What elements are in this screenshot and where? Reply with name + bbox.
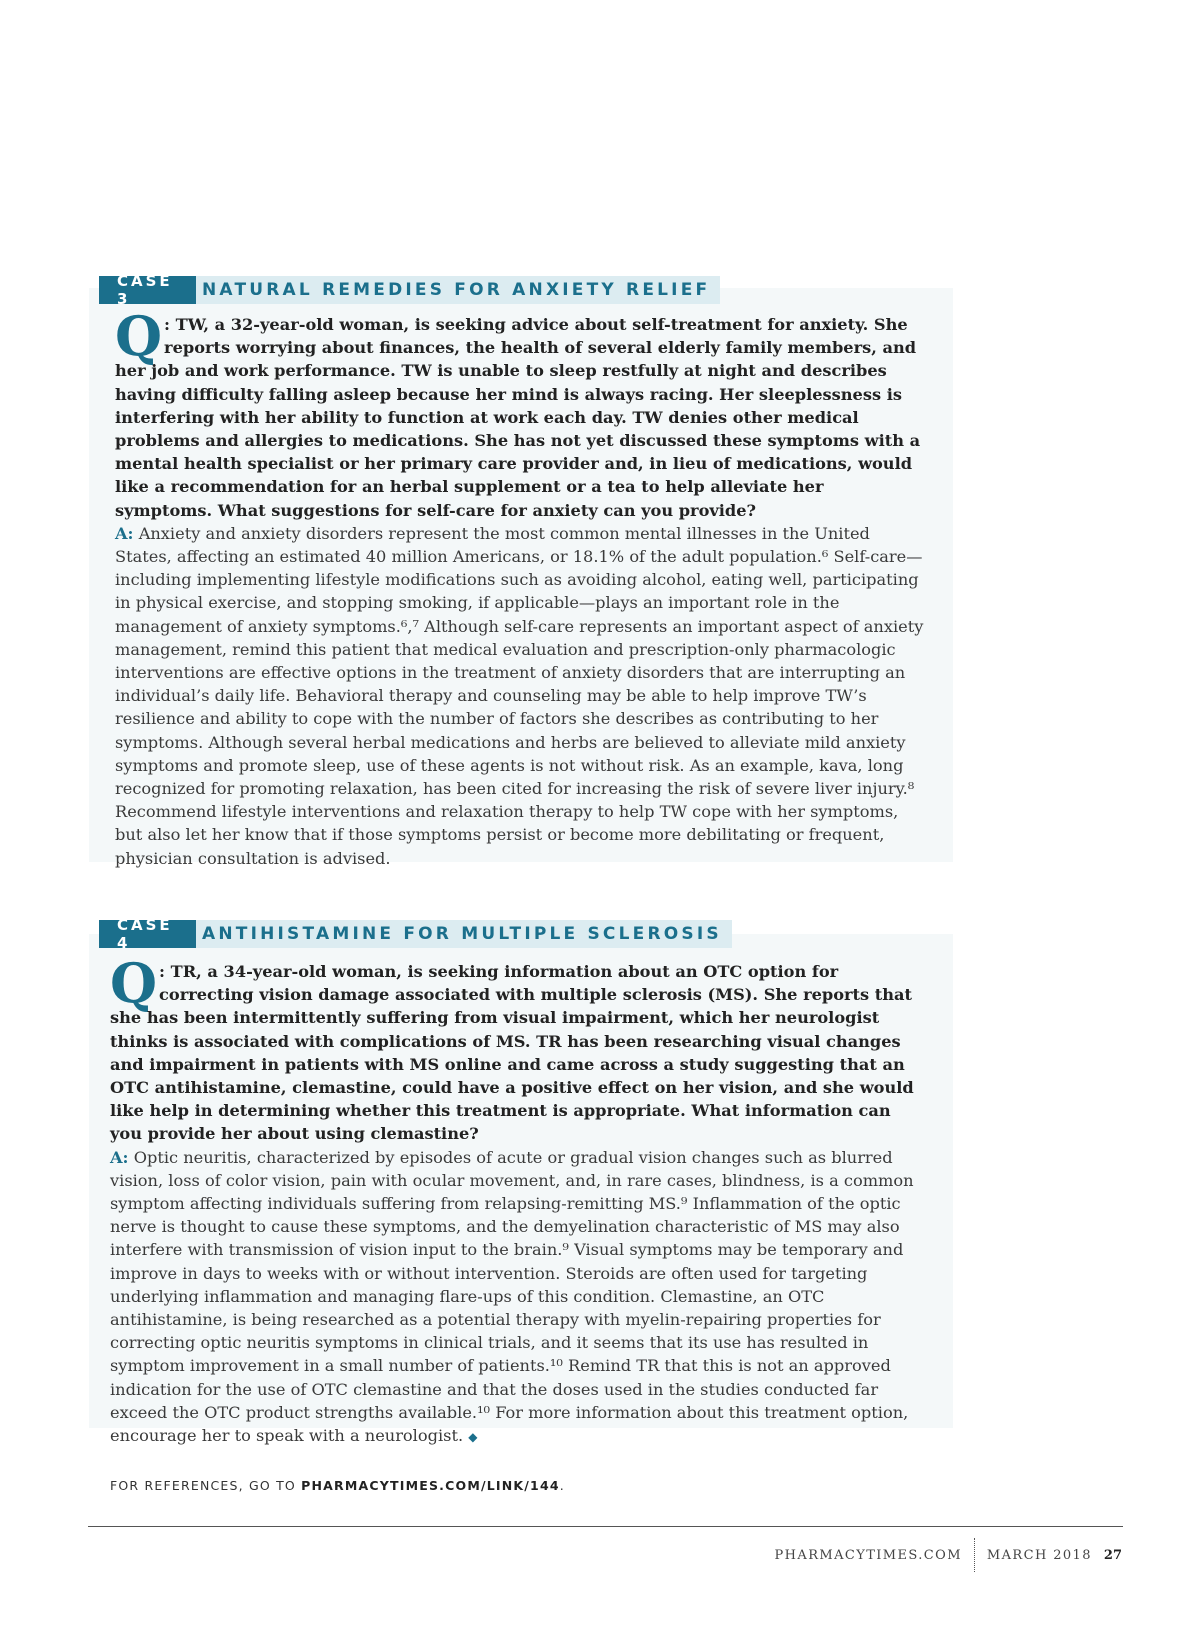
case-3-answer-text: Anxiety and anxiety disorders represent the most common mental illnesses in the United States, affecting an estimated 40 million Americans, or 18.1% of the adult population.⁶ Self-care—including implementing lifestyle modifications such as avoiding alcohol, eating well, participating in physical exercise, and stopping smoking, if applicable—plays an important role in the management of anxiety symptoms.⁶,⁷ Although self-care represents an important aspect of anxiety management, remind this patient that medical evaluation and prescription-only pharmacologic interventions are effective options in the treatment of anxiety disorders that are interrupting an individual’s daily life. Behavioral therapy and counseling may be able to help improve TW’s resilience and ability to cope with the number of factors she describes as contributing to her symptoms. Although several herbal medications and herbs are believed to alleviate mild anxiety symptoms and promote sleep, use of these agents is not without risk. As an example, kava, long recognized for promoting relaxation, has been cited for increasing the risk of severe liver injury.⁸ Recommend lifestyle interventions and relaxation therapy to help TW cope with her symptoms, but also let her know that if those symptoms persist or become more debilitating or frequent, physician consultation is advised.: [115, 523, 924, 868]
case-4-answer-text: Optic neuritis, characterized by episodes of acute or gradual vision changes such as blurred vision, loss of color vision, pain with ocular movement, and, in rare cases, blindness, is a common symptom affecting individuals suffering from relapsing-remitting MS.⁹ Inflammation of the optic nerve is thought to cause these symptoms, and the demyelination characteristic of MS may also interfere with transmission of vision input to the brain.⁹ Visual symptoms may be temporary and improve in days to weeks with or without intervention. Steroids are often used for targeting underlying inflammation and managing flare-ups of this condition. Clemastine, an OTC antihistamine, is being researched as a potential therapy with myelin-repairing properties for correcting optic neuritis symptoms in clinical trials, and it seems that its use has resulted in symptom improvement in a small number of patients.¹⁰ Remind TR that this is not an approved indication for the use of OTC clemastine and that the doses used in the studies conducted far exceed the OTC product strengths available.¹⁰ For more information about this treatment option, encourage her to speak with a neurologist.: [110, 1147, 914, 1446]
footer-site: PHARMACYTIMES.COM: [774, 1547, 962, 1563]
case-3-title: NATURAL REMEDIES FOR ANXIETY RELIEF: [196, 276, 720, 304]
references-line: [110, 1478, 565, 1493]
references-link[interactable]: PHARMACYTIMES.COM/LINK/144: [301, 1478, 560, 1493]
case-4-content: [110, 951, 925, 1449]
footer-issue: MARCH 2018: [986, 1547, 1092, 1563]
references-prefix: FOR REFERENCES, GO TO: [110, 1478, 302, 1493]
case-3-header: [99, 272, 720, 308]
end-diamond-icon: ◆: [468, 1430, 478, 1445]
case-3-content: [115, 304, 925, 870]
case-4-a-label: A:: [110, 1147, 129, 1167]
page-number: 27: [1103, 1547, 1122, 1563]
case-4-title: ANTIHISTAMINE FOR MULTIPLE SCLEROSIS: [196, 920, 732, 948]
footer-separator: [974, 1538, 975, 1572]
footer-rule: [88, 1526, 1123, 1527]
case-4-header: [99, 916, 732, 952]
case-4-question: [110, 951, 925, 1146]
case-4-q-letter: Q: [110, 951, 158, 1015]
case-4-answer: [110, 1146, 925, 1450]
case-4-tag: CASE 4: [99, 920, 196, 948]
references-suffix: .: [559, 1478, 565, 1493]
case-3-question-text: : TW, a 32-year-old woman, is seeking advice about self-treatment for anxiety. She reports worrying about finances, the health of several elderly family members, and her job and work performance. TW is unable to sleep restfully at night and describes having difficulty falling asleep because her mind is always racing. Her sleeplessness is interfering with her ability to function at work each day. TW denies other medical problems and allergies to medications. She has not yet discussed these symptoms with a mental health specialist or her primary care provider and, in lieu of medications, would like a recommendation for an herbal supplement or a tea to help alleviate her symptoms. What suggestions for self-care for anxiety can you provide?: [115, 315, 921, 520]
case-3-q-letter: Q: [115, 304, 163, 368]
case-4-question-text: : TR, a 34-year-old woman, is seeking information about an OTC option for correcting vision damage associated with multiple sclerosis (MS). She reports that she has been intermittently suffering from visual impairment, which her neurologist thinks is associated with complications of MS. TR has been researching visual changes and impairment in patients with MS online and came across a study suggesting that an OTC antihistamine, clemastine, could have a positive effect on her vision, and she would like help in determining whether this treatment is appropriate. What information can you provide her about using clemastine?: [110, 962, 914, 1144]
case-3-a-label: A:: [115, 523, 134, 543]
page-footer: [775, 1538, 1122, 1572]
case-3-answer: [115, 522, 925, 870]
case-3-question: [115, 304, 925, 522]
case-3-tag: CASE 3: [99, 276, 196, 304]
